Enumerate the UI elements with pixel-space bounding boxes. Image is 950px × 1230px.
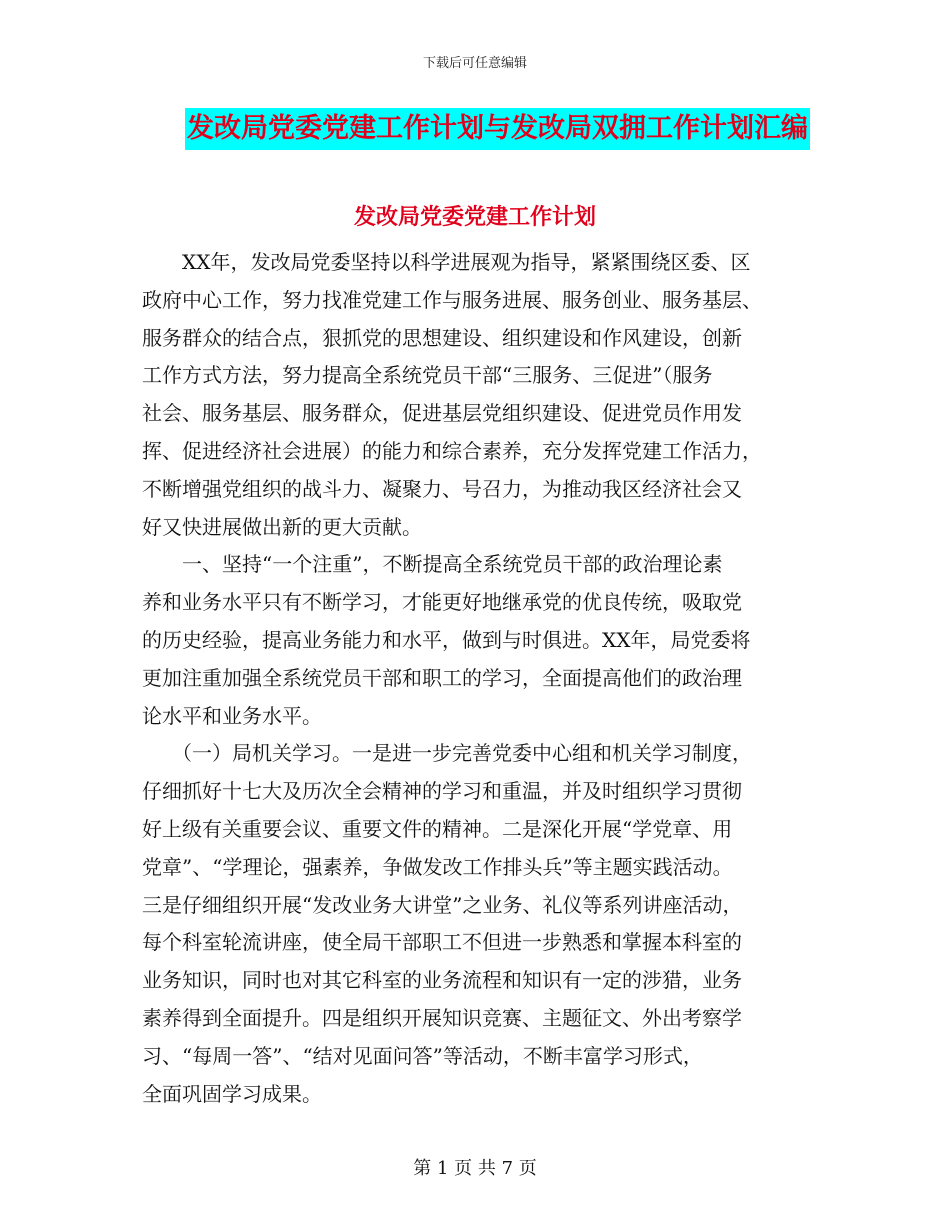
paragraph-intro: XX年，发改局党委坚持以科学进展观为指导，紧紧围绕区委、区 政府中心工作，努力找准党建工作与服务进展、服务创业、服务基层、 服务群众的结合点，狠抓党的思想建设、组织建设和作风建设，创新 工作方式方法，努力提高全系统党员干部“三服务、三促进”（服务 社会、服务基层、服务群众，促进基层党组织建设、促进党员作用发 挥、促进经济社会进展）的能力和综合素养，充分发挥党建工作活力， 不断增强党组织的战斗力、凝聚力、号召力，为推动我区经济社会又 好又快进展做出新的更大贡献。 xyxy=(142,250,762,539)
paragraph-subsection-one: （一）局机关学习。一是进一步完善党委中心组和机关学习制度， 仔细抓好十七大及历次全会精神的学习和重温，并及时组织学习贯彻 好上级有关重要会议、重要文件的精神。二是深化开展“学党章、用 党章”、“学理论，强素养，争做发改工作排头兵”等主题实践活动。 三是仔细组织开展“发改业务大讲堂”之业务、礼仪等系列讲座活动， 每个科室轮流讲座，使全局干部职工不但进一步熟悉和掌握本科室的 业务知识，同时也对其它科室的业务流程和知识有一定的涉猎，业务 素养得到全面提升。四是组织开展知识竞赛、主题征文、外出考察学 习、“每周一答”、“结对见面问答”等活动，不断丰富学习形式， 全面巩固学习成果。 xyxy=(142,741,752,1106)
paragraph-section-one: 一、坚持“一个注重”，不断提高全系统党员干部的政治理论素 养和业务水平只有不断学习，才能更好地继承党的优良传统，吸取党 的历史经验，提高业务能力和水平，做到与时俱进。XX年，局党委将 更加注重加强全系统党员干部和职工的学习，全面提高他们的政治理 论水平和业务水平。 xyxy=(142,552,751,728)
document-main-title: 发改局党委党建工作计划与发改局双拥工作计划汇编 xyxy=(185,108,810,150)
page-number: 第 1 页 共 7 页 xyxy=(413,1158,537,1179)
document-body xyxy=(142,244,808,1113)
header-note: 下载后可任意编辑 xyxy=(422,56,527,71)
section-title: 发改局党委党建工作计划 xyxy=(353,204,596,230)
main-title-wrap xyxy=(0,108,950,150)
